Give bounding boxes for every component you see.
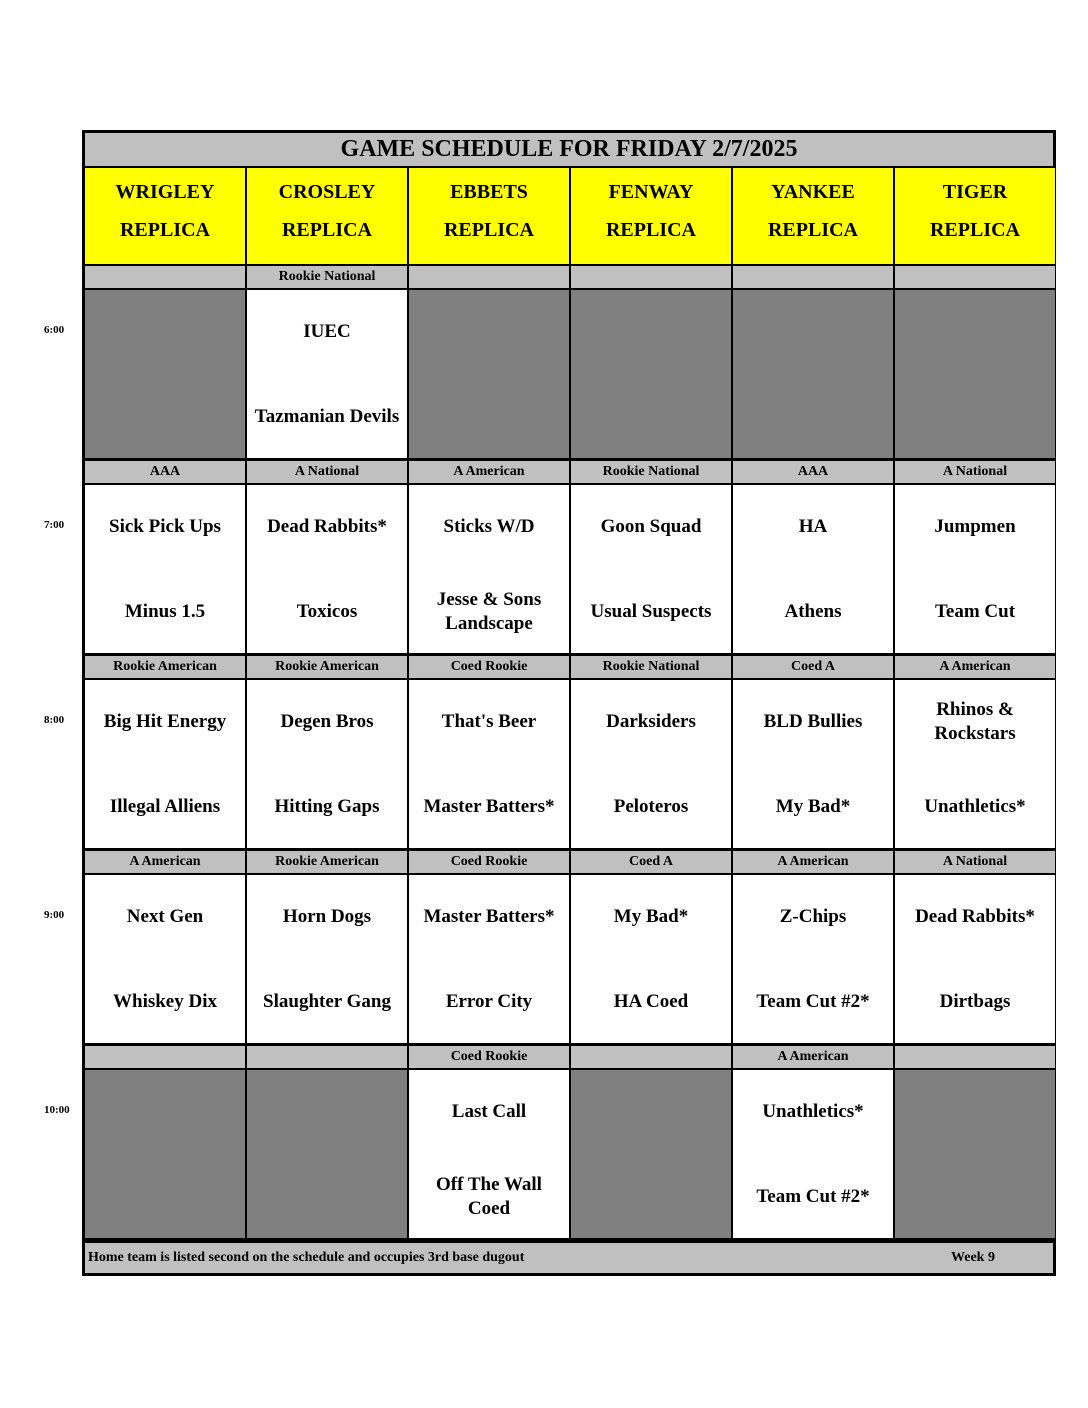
home-team: Off The Wall Coed: [436, 1174, 542, 1219]
time-label: 8:00: [44, 714, 65, 726]
division-label: A National: [895, 851, 1055, 873]
open-slot: [571, 290, 731, 458]
home-team: Dirtbags: [939, 991, 1011, 1012]
home-team: Minus 1.5: [124, 601, 206, 622]
division-label: A American: [895, 656, 1055, 678]
game-cell: [733, 1070, 893, 1238]
away-team: Unathletics*: [762, 1101, 864, 1122]
field-name: WRIGLEY: [115, 181, 215, 203]
field-name: FENWAY: [608, 181, 694, 203]
division-label: Rookie National: [571, 461, 731, 483]
away-team: Horn Dogs: [282, 906, 372, 927]
away-team: BLD Bullies: [763, 711, 863, 732]
field-header-ebbets: [409, 168, 569, 264]
field-name: TIGER: [942, 181, 1008, 203]
away-team: My Bad*: [613, 906, 689, 927]
game-cell: [247, 290, 407, 458]
open-slot: [733, 290, 893, 458]
division-label: Rookie American: [247, 851, 407, 873]
game-cell: [571, 875, 731, 1043]
open-slot: [247, 1070, 407, 1238]
game-cell: [409, 1070, 569, 1238]
open-slot: [409, 290, 569, 458]
away-team: Rhinos & Rockstars: [934, 699, 1016, 744]
away-team: Degen Bros: [280, 711, 374, 732]
open-slot: [85, 1070, 245, 1238]
away-team: HA: [798, 516, 828, 537]
open-slot: [895, 1070, 1055, 1238]
open-slot: [85, 290, 245, 458]
field-header-crosley: [247, 168, 407, 264]
division-label: [247, 1046, 407, 1068]
game-cell: [409, 875, 569, 1043]
game-cell: [85, 875, 245, 1043]
game-cell: [247, 680, 407, 848]
division-label: A National: [247, 461, 407, 483]
division-label: [733, 266, 893, 288]
home-team: Master Batters*: [423, 796, 555, 817]
division-label: Coed Rookie: [409, 656, 569, 678]
field-header-yankee: [733, 168, 893, 264]
home-team: HA Coed: [613, 991, 689, 1012]
field-name: EBBETS: [450, 181, 528, 203]
field-name: CROSLEY: [278, 181, 376, 203]
game-cell: [895, 875, 1055, 1043]
game-cell: [895, 485, 1055, 653]
home-team: Athens: [784, 601, 842, 622]
division-label: A National: [895, 461, 1055, 483]
field-subtitle: REPLICA: [929, 219, 1020, 241]
home-team: Unathletics*: [924, 796, 1026, 817]
schedule-footer: [85, 1243, 1053, 1273]
game-cell: [409, 680, 569, 848]
home-team: Error City: [445, 991, 533, 1012]
home-team: Whiskey Dix: [113, 991, 217, 1012]
division-label: [895, 266, 1055, 288]
away-team: Goon Squad: [600, 516, 702, 537]
division-label: Rookie National: [571, 656, 731, 678]
home-team: Peloteros: [613, 796, 689, 817]
time-label: 10:00: [44, 1104, 70, 1116]
home-team: Illegal Alliens: [109, 796, 221, 817]
division-label: A American: [733, 851, 893, 873]
home-team: Team Cut #2*: [756, 991, 870, 1012]
home-team: Team Cut #2*: [756, 1186, 870, 1207]
game-cell: [895, 680, 1055, 848]
division-label: Coed Rookie: [409, 1046, 569, 1068]
division-label: [85, 1046, 245, 1068]
field-header-fenway: [571, 168, 731, 264]
division-label: [571, 266, 731, 288]
game-cell: [409, 485, 569, 653]
game-cell: [571, 485, 731, 653]
away-team: Dead Rabbits*: [267, 516, 387, 537]
division-label: A American: [409, 461, 569, 483]
away-team: Big Hit Energy: [103, 711, 227, 732]
away-team: Next Gen: [126, 906, 204, 927]
division-label: [571, 1046, 731, 1068]
open-slot: [895, 290, 1055, 458]
division-label: A American: [85, 851, 245, 873]
division-label: Rookie American: [85, 656, 245, 678]
home-team: Hitting Gaps: [274, 796, 380, 817]
game-cell: [247, 485, 407, 653]
field-subtitle: REPLICA: [119, 219, 210, 241]
division-label: Coed A: [571, 851, 731, 873]
game-cell: [733, 680, 893, 848]
away-team: Jumpmen: [934, 516, 1016, 537]
home-team: Slaughter Gang: [263, 991, 391, 1012]
away-team: Dead Rabbits*: [915, 906, 1035, 927]
away-team: That's Beer: [441, 711, 537, 732]
field-subtitle: REPLICA: [767, 219, 858, 241]
schedule-table: [82, 130, 1056, 1276]
home-team: Tazmanian Devils: [254, 406, 400, 427]
game-cell: [733, 485, 893, 653]
time-label: 6:00: [44, 324, 65, 336]
division-label: AAA: [733, 461, 893, 483]
home-team: Toxicos: [296, 601, 358, 622]
week-label: Week 9: [951, 1250, 995, 1265]
field-subtitle: REPLICA: [281, 219, 372, 241]
home-team: Usual Suspects: [590, 601, 712, 622]
home-team: Jesse & Sons Landscape: [436, 589, 542, 634]
division-label: [409, 266, 569, 288]
field-subtitle: REPLICA: [443, 219, 534, 241]
field-header-tiger: [895, 168, 1055, 264]
game-cell: [247, 875, 407, 1043]
home-team: My Bad*: [775, 796, 851, 817]
time-label: 7:00: [44, 519, 65, 531]
home-team: Team Cut: [934, 601, 1016, 622]
division-label: Rookie National: [247, 266, 407, 288]
away-team: IUEC: [303, 321, 351, 342]
away-team: Darksiders: [606, 711, 696, 732]
field-subtitle: REPLICA: [605, 219, 696, 241]
away-team: Z-Chips: [779, 906, 847, 927]
division-label: Coed Rookie: [409, 851, 569, 873]
division-label: AAA: [85, 461, 245, 483]
division-label: Rookie American: [247, 656, 407, 678]
away-team: Last Call: [451, 1101, 527, 1122]
open-slot: [571, 1070, 731, 1238]
field-name: YANKEE: [771, 181, 855, 203]
game-cell: [85, 680, 245, 848]
schedule-title: GAME SCHEDULE FOR FRIDAY 2/7/2025: [85, 133, 1053, 166]
game-cell: [571, 680, 731, 848]
field-header-wrigley: [85, 168, 245, 264]
away-team: Sick Pick Ups: [109, 516, 221, 537]
division-label: [85, 266, 245, 288]
game-cell: [733, 875, 893, 1043]
away-team: Master Batters*: [423, 906, 555, 927]
game-cell: [85, 485, 245, 653]
division-label: A American: [733, 1046, 893, 1068]
footer-note: Home team is listed second on the schedule and occupies 3rd base dugout: [88, 1250, 525, 1265]
away-team: Sticks W/D: [443, 516, 535, 537]
time-label: 9:00: [44, 909, 65, 921]
division-label: Coed A: [733, 656, 893, 678]
division-label: [895, 1046, 1055, 1068]
